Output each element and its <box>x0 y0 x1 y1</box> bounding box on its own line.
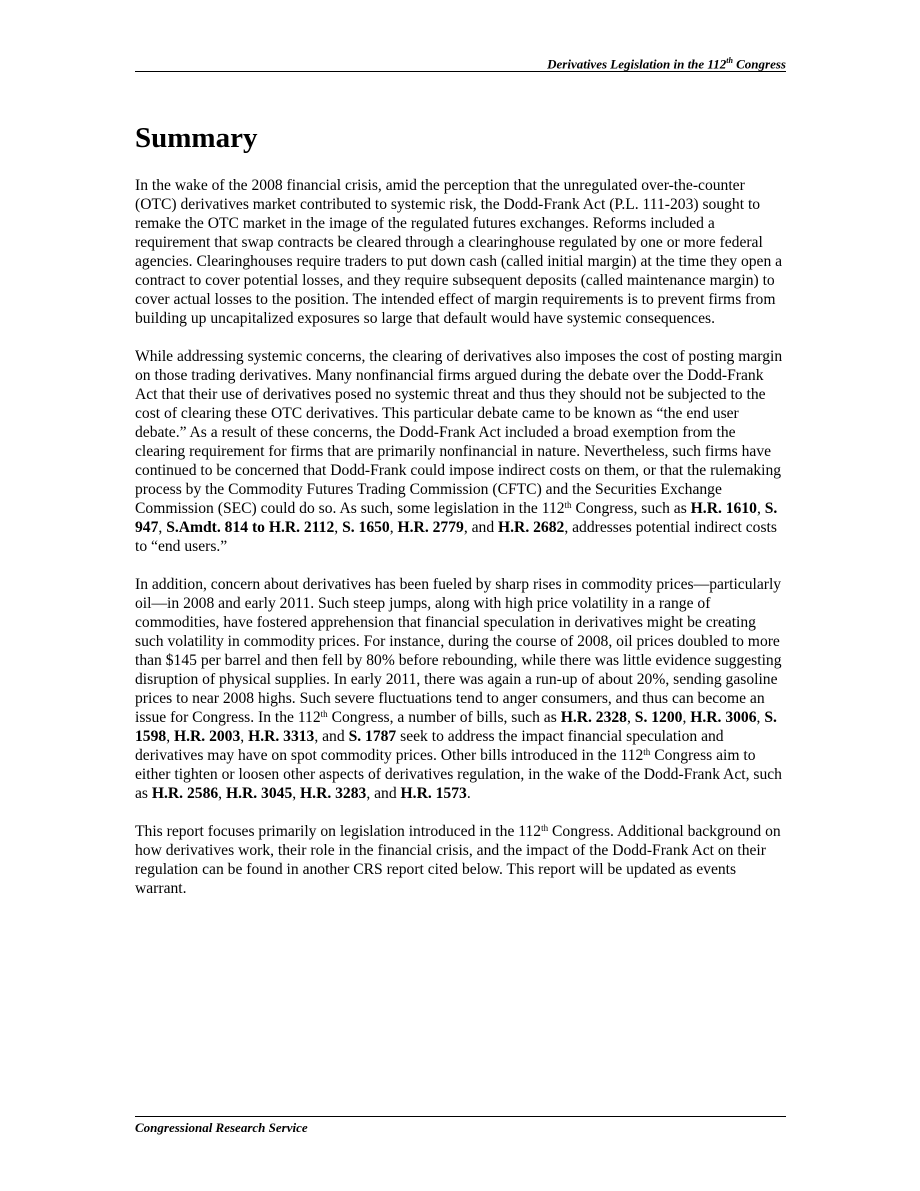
separator: , <box>756 500 765 517</box>
text-run: Congress aim to either tighten or loosen other aspects of derivatives regulation, in the wake of the Dodd-Frank Act, such as <box>135 747 782 802</box>
paragraph-2 <box>135 347 785 556</box>
bill-reference: H.R. 1573 <box>400 785 467 802</box>
footer-rule <box>135 1116 786 1117</box>
bill-reference: H.R. 2586 <box>151 785 219 802</box>
bill-reference: H.R. 2003 <box>173 728 241 745</box>
text-run: While addressing systemic concerns, the clearing of derivatives also imposes the cost of posting margin on those trading derivatives. Many nonfinancial firms argued during the debate over the Dodd-Frank Act that their use of derivatives posed no systemic threat and thus they should not be subjected to the cost of clearing these OTC derivatives. This particular debate came to be known as “the end user debate.” As a result of these concerns, the Dodd-Frank Act included a broad exemption from the clearing requirement for firms that are primarily nonfinancial in nature. Nevertheless, such firms have continued to be concerned that Dodd-Frank could impose indirect costs on them, or that the rulemaking process by the Commodity Futures Trading Commission (CFTC) and the Securities Exchange Commission (SEC) could do so. As such, some legislation in the 112 <box>135 348 783 517</box>
separator: , <box>682 709 691 726</box>
bill-reference: S. 1598 <box>135 709 777 745</box>
separator: , <box>158 519 167 536</box>
text-run: . <box>466 785 471 802</box>
running-header-superscript: th <box>726 56 733 65</box>
separator: , and <box>366 785 401 802</box>
section-heading: Summary <box>135 122 258 154</box>
bill-reference: S. 1787 <box>348 728 397 745</box>
ordinal-superscript: th <box>643 747 651 757</box>
text-run: seek to address the impact financial speculation and derivatives may have on spot commodity prices. Other bills introduced in the 112 <box>135 728 724 764</box>
paragraph-4 <box>135 822 785 898</box>
text-run: In addition, concern about derivatives has been fueled by sharp rises in commodity prices—particularly oil—in 2008 and early 2011. Such steep jumps, along with high price volatility in a range of commodities, have fostered apprehension that financial speculation in derivatives might be creating such volatility in commodity prices. For instance, during the course of 2008, oil prices doubled to more than $145 per barrel and then fell by 80% before rebounding, while there was little evidence suggesting disruption of physical supplies. In early 2011, there was again a run-up of about 20%, sending gasoline prices to near 2008 highs. Such severe fluctuations tend to anger consumers, and thus can become an issue for Congress. In the 112 <box>135 576 782 726</box>
separator: , <box>292 785 301 802</box>
bill-reference: H.R. 2682 <box>498 519 565 536</box>
text-run: , addresses potential indirect costs to “end users.” <box>135 519 777 555</box>
running-header-text-end: Congress <box>732 56 786 72</box>
bill-reference: S.Amdt. 814 to H.R. 2112 <box>166 519 335 536</box>
summary-body <box>135 176 785 917</box>
paragraph-3 <box>135 575 785 803</box>
paragraph-1: In the wake of the 2008 financial crisis, amid the perception that the unregulated over-the-counter (OTC) derivatives market contributed to systemic risk, the Dodd-Frank Act (P.L. 111-203) sought to remake the OTC market in the image of the regulated futures exchanges. Reforms included a requirement that swap contracts be cleared through a clearinghouse regulated by one or more federal agencies. Clearinghouses require traders to put down cash (called initial margin) at the time they open a contract to cover potential losses, and they require subsequent deposits (called maintenance margin) to cover actual losses to the position. The intended effect of margin requirements is to prevent firms from building up uncapitalized exposures so large that default would have systemic consequences. <box>135 177 783 327</box>
running-header-text: Derivatives Legislation in the 112 <box>547 56 727 72</box>
bill-reference: S. 1200 <box>634 709 683 726</box>
ordinal-superscript: th <box>320 709 328 719</box>
text-run: Congress, such as <box>571 500 691 517</box>
running-header <box>135 56 786 72</box>
separator: , and <box>463 519 499 536</box>
text-run: Congress, a number of bills, such as <box>327 709 561 726</box>
bill-reference: H.R. 1610 <box>690 500 757 517</box>
bill-reference: S. 947 <box>135 500 778 536</box>
separator: , <box>756 709 765 726</box>
separator: , <box>626 709 635 726</box>
bill-reference: S. 1650 <box>342 519 390 536</box>
bill-reference: H.R. 2328 <box>560 709 627 726</box>
bill-reference: H.R. 3006 <box>690 709 757 726</box>
separator: , and <box>314 728 349 745</box>
separator: , <box>389 519 398 536</box>
bill-reference: H.R. 3045 <box>225 785 293 802</box>
text-run: Congress. Additional background on how derivatives work, their role in the financial crisis, and the impact of the Dodd-Frank Act on their regulation can be found in another CRS report cited below. This report will be updated as events warrant. <box>135 823 781 897</box>
separator: , <box>334 519 343 536</box>
text-run: This report focuses primarily on legislation introduced in the 112 <box>135 823 542 840</box>
separator: , <box>218 785 226 802</box>
header-rule <box>135 71 786 72</box>
bill-reference: H.R. 3283 <box>300 785 367 802</box>
page-footer: Congressional Research Service <box>135 1120 308 1135</box>
separator: , <box>166 728 174 745</box>
ordinal-superscript: th <box>541 823 549 833</box>
bill-reference: H.R. 2779 <box>397 519 464 536</box>
separator: , <box>240 728 249 745</box>
ordinal-superscript: th <box>564 500 572 510</box>
bill-reference: H.R. 3313 <box>248 728 315 745</box>
